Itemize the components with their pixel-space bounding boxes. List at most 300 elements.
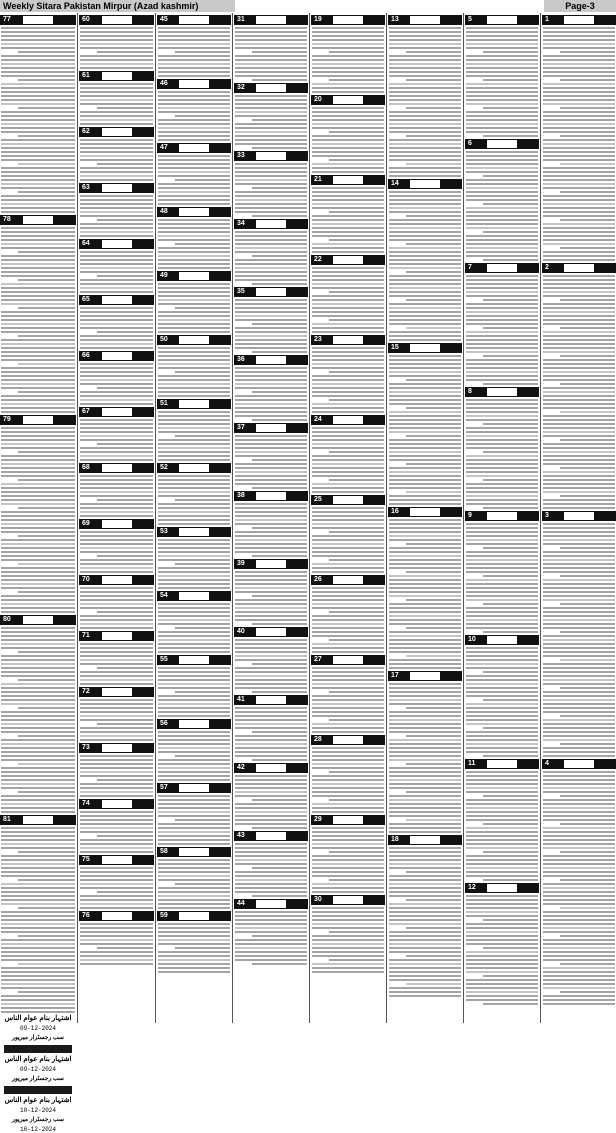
text-line — [80, 347, 153, 349]
notice-label-box — [179, 80, 209, 88]
text-line — [543, 387, 615, 389]
text-line — [1, 995, 75, 997]
text-line — [543, 451, 615, 453]
text-line — [389, 43, 461, 45]
text-line — [312, 807, 384, 809]
divider-bar — [4, 1086, 72, 1094]
text-line — [389, 415, 461, 417]
text-line — [312, 311, 384, 313]
text-line — [1, 139, 75, 141]
text-line — [312, 587, 384, 589]
text-line — [235, 319, 307, 321]
text-line — [389, 291, 461, 293]
text-line — [483, 823, 538, 825]
text-line — [389, 719, 461, 721]
text-line — [158, 175, 230, 177]
notice-number: 57 — [160, 784, 168, 791]
text-line — [235, 195, 307, 197]
notice-number-bar — [79, 239, 154, 249]
text-line — [1, 339, 75, 341]
text-line — [312, 407, 384, 409]
text-line — [389, 943, 461, 945]
text-line — [158, 771, 230, 773]
text-line — [389, 555, 461, 557]
publication-title: Weekly Sitara Pakistan Mirpur (Azad kashmir) — [0, 0, 235, 12]
text-line — [1, 579, 75, 581]
text-line — [80, 123, 153, 125]
text-line — [466, 375, 538, 377]
text-line — [543, 155, 615, 157]
column-divider — [386, 13, 387, 1023]
text-line — [18, 363, 75, 365]
text-line — [543, 259, 615, 261]
text-line — [466, 411, 538, 413]
text-line — [235, 383, 307, 385]
text-line — [312, 287, 384, 289]
text-line — [543, 447, 615, 449]
text-line — [235, 775, 307, 777]
text-line — [1, 639, 75, 641]
text-line — [312, 715, 384, 717]
text-line — [389, 339, 461, 341]
text-line — [312, 363, 384, 365]
text-line — [1, 515, 75, 517]
court-notice-date: 09-12-2024 — [19, 1025, 56, 1032]
text-line — [158, 155, 230, 157]
notice-number: 35 — [237, 288, 245, 295]
notice-number: 67 — [82, 408, 90, 415]
text-line — [1, 471, 75, 473]
text-line — [235, 671, 307, 673]
notice-number: 10 — [468, 636, 476, 643]
text-line — [466, 675, 538, 677]
text-line — [1, 127, 75, 129]
notice-number-bar — [542, 263, 616, 273]
text-line — [158, 459, 230, 461]
text-line — [1, 683, 75, 685]
text-line — [1, 547, 75, 549]
text-line — [80, 875, 153, 877]
text-line — [466, 619, 538, 621]
text-line — [1, 355, 75, 357]
text-line — [483, 879, 538, 881]
text-line — [18, 135, 75, 137]
text-line — [80, 531, 153, 533]
text-line — [560, 879, 615, 881]
text-line — [252, 895, 307, 897]
notice-label-box — [102, 688, 132, 696]
text-line — [406, 491, 461, 493]
text-line — [80, 167, 153, 169]
text-line — [235, 111, 307, 113]
text-line — [80, 567, 153, 569]
text-line — [389, 723, 461, 725]
text-line — [158, 511, 230, 513]
text-line — [158, 963, 230, 965]
text-line — [312, 703, 384, 705]
text-line — [158, 739, 230, 741]
text-line — [158, 711, 230, 713]
notice-number-bar — [234, 763, 308, 773]
text-line — [235, 411, 307, 413]
text-line — [543, 199, 615, 201]
text-line — [158, 295, 230, 297]
text-line — [466, 655, 538, 657]
text-line — [18, 163, 75, 165]
text-line — [235, 791, 307, 793]
text-line — [389, 683, 461, 685]
text-line — [406, 763, 461, 765]
text-line — [235, 819, 307, 821]
text-line — [560, 823, 615, 825]
text-line — [235, 251, 307, 253]
text-line — [466, 435, 538, 437]
text-line — [466, 899, 538, 901]
text-line — [543, 915, 615, 917]
text-line — [235, 847, 307, 849]
text-line — [406, 299, 461, 301]
text-line — [466, 579, 538, 581]
text-line — [1, 275, 75, 277]
text-line — [466, 599, 538, 601]
text-line — [466, 995, 538, 997]
text-line — [543, 831, 615, 833]
notice-number-bar — [157, 911, 231, 921]
text-line — [80, 883, 153, 885]
text-line — [466, 939, 538, 941]
text-line — [97, 51, 153, 53]
text-line — [389, 403, 461, 405]
text-line — [252, 663, 307, 665]
text-line — [235, 479, 307, 481]
text-line — [466, 463, 538, 465]
text-line — [466, 351, 538, 353]
text-line — [158, 235, 230, 237]
text-line — [235, 715, 307, 717]
text-line — [560, 163, 615, 165]
text-line — [389, 71, 461, 73]
text-line — [235, 851, 307, 853]
text-line — [1, 387, 75, 389]
text-line — [312, 519, 384, 521]
text-line — [235, 643, 307, 645]
text-line — [466, 751, 538, 753]
text-line — [543, 539, 615, 541]
text-line — [235, 859, 307, 861]
text-line — [18, 591, 75, 593]
text-line — [158, 903, 230, 905]
text-line — [466, 627, 538, 629]
text-line — [389, 115, 461, 117]
text-line — [235, 243, 307, 245]
text-line — [483, 327, 538, 329]
text-line — [235, 311, 307, 313]
text-line — [1, 903, 75, 905]
text-line — [158, 951, 230, 953]
text-line — [158, 95, 230, 97]
notice-number: 5 — [468, 16, 472, 23]
text-line — [389, 323, 461, 325]
text-line — [235, 143, 307, 145]
text-line — [466, 719, 538, 721]
text-line — [466, 559, 538, 561]
text-line — [389, 931, 461, 933]
text-line — [312, 439, 384, 441]
text-line — [80, 843, 153, 845]
text-line — [235, 727, 307, 729]
notice-number-bar — [79, 911, 154, 921]
page-number: Page-3 — [544, 0, 616, 12]
text-line — [18, 907, 75, 909]
text-line — [329, 239, 384, 241]
text-line — [466, 551, 538, 553]
text-line — [80, 739, 153, 741]
notice-number: 62 — [82, 128, 90, 135]
notice-number: 39 — [237, 560, 245, 567]
text-line — [543, 91, 615, 93]
text-line — [80, 383, 153, 385]
notice-number: 20 — [314, 96, 322, 103]
text-line — [466, 111, 538, 113]
text-line — [1, 211, 75, 213]
text-line — [389, 799, 461, 801]
text-line — [560, 135, 615, 137]
notice-number: 66 — [82, 352, 90, 359]
notice-number: 47 — [160, 144, 168, 151]
notice-number: 11 — [468, 760, 476, 767]
notice-label-box — [256, 152, 286, 160]
text-line — [543, 151, 615, 153]
text-line — [158, 967, 230, 969]
text-line — [1, 171, 75, 173]
text-line — [543, 811, 615, 813]
notice-number: 61 — [82, 72, 90, 79]
text-line — [389, 803, 461, 805]
text-line — [329, 639, 384, 641]
text-line — [543, 39, 615, 41]
text-line — [158, 859, 230, 861]
text-line — [406, 571, 461, 573]
text-line — [543, 87, 615, 89]
text-line — [466, 323, 538, 325]
text-line — [80, 251, 153, 253]
text-line — [543, 927, 615, 929]
text-line — [483, 795, 538, 797]
notice-label-box — [487, 140, 517, 148]
text-line — [1, 771, 75, 773]
text-line — [466, 331, 538, 333]
notice-number: 42 — [237, 764, 245, 771]
text-line — [1, 807, 75, 809]
text-line — [389, 127, 461, 129]
text-line — [312, 119, 384, 121]
notice-number-bar — [388, 179, 462, 189]
text-line — [389, 359, 461, 361]
text-line — [1, 239, 75, 241]
column-divider — [540, 13, 541, 1023]
text-line — [235, 683, 307, 685]
text-line — [158, 875, 230, 877]
text-line — [312, 323, 384, 325]
text-line — [389, 639, 461, 641]
column-8 — [0, 13, 76, 1133]
text-line — [235, 371, 307, 373]
text-line — [543, 827, 615, 829]
text-line — [312, 803, 384, 805]
text-line — [466, 503, 538, 505]
text-line — [158, 387, 230, 389]
text-line — [1, 979, 75, 981]
text-line — [560, 795, 615, 797]
text-line — [80, 159, 153, 161]
text-line — [560, 715, 615, 717]
text-line — [158, 803, 230, 805]
notice-number-bar — [311, 175, 385, 185]
notice-label-box — [256, 696, 286, 704]
text-line — [158, 651, 230, 653]
text-line — [312, 643, 384, 645]
text-line — [543, 407, 615, 409]
text-line — [543, 979, 615, 981]
text-line — [329, 799, 384, 801]
text-line — [466, 531, 538, 533]
text-line — [252, 731, 307, 733]
text-line — [312, 403, 384, 405]
text-line — [1, 715, 75, 717]
text-line — [312, 947, 384, 949]
text-line — [312, 711, 384, 713]
notice-number: 34 — [237, 220, 245, 227]
text-line — [312, 83, 384, 85]
text-line — [97, 667, 153, 669]
text-line — [80, 175, 153, 177]
notice-number-bar — [79, 855, 154, 865]
text-line — [543, 339, 615, 341]
text-line — [312, 303, 384, 305]
text-line — [80, 259, 153, 261]
text-line — [80, 823, 153, 825]
text-line — [1, 647, 75, 649]
notice-number: 40 — [237, 628, 245, 635]
text-line — [329, 79, 384, 81]
text-line — [80, 867, 153, 869]
text-line — [389, 895, 461, 897]
text-line — [312, 747, 384, 749]
notice-label-box — [179, 784, 209, 792]
notice-number-bar — [157, 655, 231, 665]
text-line — [389, 563, 461, 565]
text-line — [543, 455, 615, 457]
text-line — [158, 111, 230, 113]
text-line — [235, 407, 307, 409]
text-line — [312, 163, 384, 165]
text-line — [543, 35, 615, 37]
text-line — [1, 827, 75, 829]
text-line — [158, 579, 230, 581]
text-line — [158, 355, 230, 357]
text-line — [466, 367, 538, 369]
notice-number-bar — [234, 219, 308, 229]
notice-number: 73 — [82, 744, 90, 751]
notice-number: 60 — [82, 16, 90, 23]
text-line — [543, 1003, 615, 1005]
text-line — [329, 931, 384, 933]
text-line — [312, 459, 384, 461]
text-line — [235, 539, 307, 541]
text-line — [406, 655, 461, 657]
notice-number-bar — [157, 783, 231, 793]
text-line — [158, 807, 230, 809]
text-line — [158, 323, 230, 325]
text-line — [389, 311, 461, 313]
text-line — [389, 235, 461, 237]
text-line — [543, 311, 615, 313]
text-line — [1, 1007, 75, 1009]
text-line — [466, 247, 538, 249]
text-line — [158, 799, 230, 801]
text-line — [389, 391, 461, 393]
text-line — [1, 311, 75, 313]
text-line — [235, 467, 307, 469]
text-line — [389, 851, 461, 853]
text-line — [389, 75, 461, 77]
text-line — [1, 359, 75, 361]
column-4 — [311, 13, 385, 1023]
text-line — [389, 267, 461, 269]
text-line — [80, 271, 153, 273]
text-line — [158, 447, 230, 449]
text-line — [312, 515, 384, 517]
text-line — [543, 791, 615, 793]
text-line — [312, 971, 384, 973]
text-line — [560, 219, 615, 221]
text-line — [1, 531, 75, 533]
text-line — [389, 199, 461, 201]
notice-number-bar — [79, 295, 154, 305]
text-line — [175, 307, 230, 309]
text-line — [312, 727, 384, 729]
text-line — [1, 775, 75, 777]
text-line — [389, 119, 461, 121]
text-line — [235, 547, 307, 549]
text-line — [1, 75, 75, 77]
text-line — [80, 151, 153, 153]
text-line — [389, 631, 461, 633]
notice-number: 29 — [314, 816, 322, 823]
text-line — [389, 963, 461, 965]
text-line — [543, 179, 615, 181]
notice-number: 21 — [314, 176, 322, 183]
text-line — [389, 559, 461, 561]
notice-label-box — [256, 356, 286, 364]
text-line — [1, 159, 75, 161]
text-line — [97, 611, 153, 613]
text-line — [389, 247, 461, 249]
text-line — [543, 183, 615, 185]
text-line — [543, 847, 615, 849]
text-line — [158, 943, 230, 945]
text-line — [1, 527, 75, 529]
text-line — [1, 299, 75, 301]
text-line — [389, 991, 461, 993]
text-line — [466, 371, 538, 373]
text-line — [389, 711, 461, 713]
text-line — [466, 307, 538, 309]
text-line — [466, 915, 538, 917]
text-line — [312, 855, 384, 857]
text-line — [389, 175, 461, 177]
text-line — [1, 755, 75, 757]
